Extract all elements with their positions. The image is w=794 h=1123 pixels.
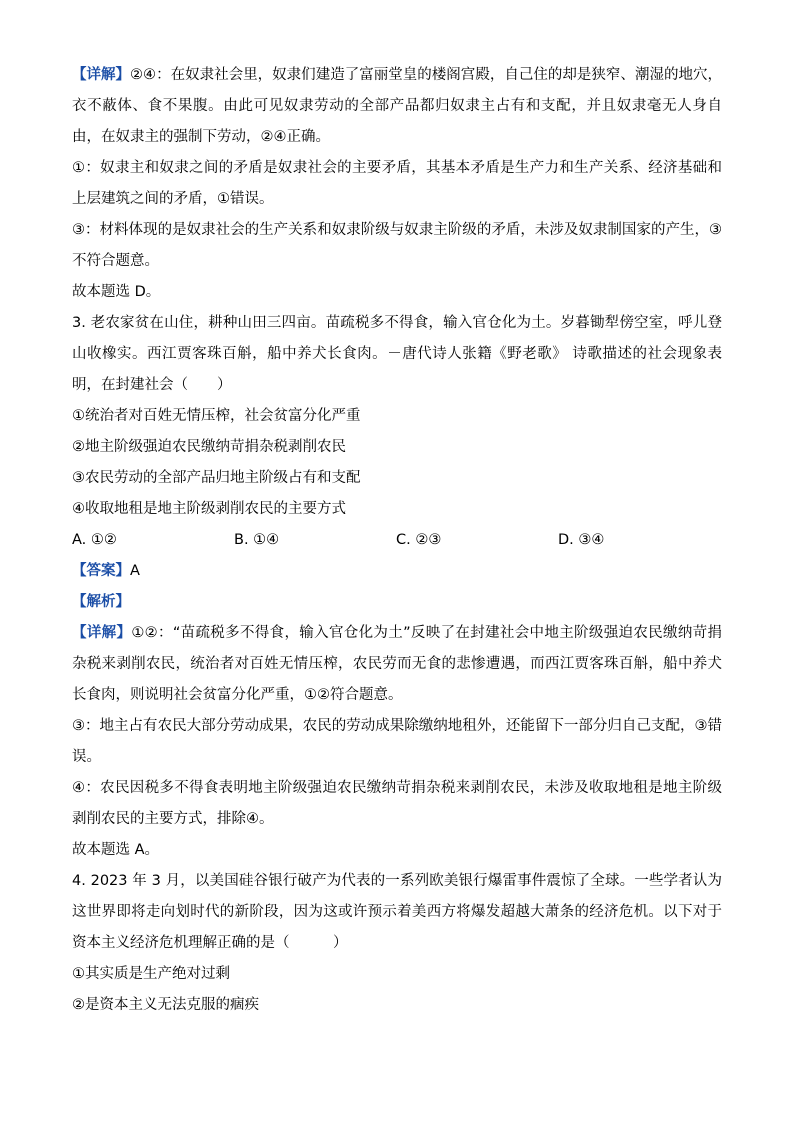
- q4-stem: 4. 2023 年 3 月，以美国硅谷银行破产为代表的一系列欧美银行爆雷事件震惊了全球。一些学者认为这世界即将走向划时代的新阶段，因为这或许预示着美西方将爆发超越大萧条的经济危机。以下对于资本主义经济危机理解正确的是（ ）: [72, 873, 722, 951]
- q3-conclusion: 故本题选 A。: [72, 842, 160, 858]
- q3-option-1: ①统治者对百姓无情压榨，社会贫富分化严重: [72, 408, 361, 424]
- q2-conclusion: 故本题选 D。: [72, 284, 161, 300]
- q3-answer: [72, 556, 722, 587]
- q3-option-3: ③农民劳动的全部产品归地主阶级占有和支配: [72, 470, 361, 486]
- answer-tag: 【答案】: [72, 563, 130, 579]
- q3-choices: [72, 525, 722, 556]
- q3-stem: 3. 老农家贫在山住，耕种山田三四亩。苗疏税多不得食，输入官仓化为土。岁暮锄犁傍空室，呼儿登山收橡实。西江贾客珠百斛，船中养犬长食肉。－唐代诗人张籍《野老歌》 诗歌描述的社会现象表明，在封建社会（ ）: [72, 315, 722, 393]
- detail-tag: 【详解】: [72, 67, 131, 83]
- q3-point-4: ④：农民因税多不得食表明地主阶级强迫农民缴纳苛捐杂税来剥削农民，未涉及收取地租是地主阶级剥削农民的主要方式，排除④。: [72, 780, 722, 827]
- q3-option-2: ②地主阶级强迫农民缴纳苛捐杂税剥削农民: [72, 439, 346, 455]
- q2-point-1: ①：奴隶主和奴隶之间的矛盾是奴隶社会的主要矛盾，其基本矛盾是生产力和生产关系、经济基础和上层建筑之间的矛盾，①错误。: [72, 160, 722, 207]
- choice-d: D. ③④: [558, 532, 605, 548]
- q4-option-1: ①其实质是生产绝对过剩: [72, 966, 230, 982]
- q2-detail: [72, 60, 722, 153]
- choice-a: A. ①②: [72, 532, 117, 548]
- q4-option-2: ②是资本主义无法克服的痼疾: [72, 997, 259, 1013]
- choice-b: B. ①④: [234, 532, 280, 548]
- q3-detail-text: ①②：“苗疏税多不得食，输入官仓化为土”反映了在封建社会中地主阶级强迫农民缴纳苛捐杂税来剥削农民，统治者对百姓无情压榨，农民劳而无食的悲惨遭遇，而西江贾客珠百斛，船中养犬长食肉，则说明社会贫富分化严重，①②符合题意。: [72, 625, 723, 703]
- q3-option-4: ④收取地租是地主阶级剥削农民的主要方式: [72, 501, 346, 517]
- q2-point-3: ③：材料体现的是奴隶社会的生产关系和奴隶阶级与奴隶主阶级的矛盾，未涉及奴隶制国家的产生，③不符合题意。: [72, 222, 722, 269]
- choice-c: C. ②③: [396, 532, 442, 548]
- q3-analysis-heading: [72, 587, 722, 618]
- q3-answer-value: A: [130, 563, 140, 579]
- detail-tag: 【详解】: [72, 625, 132, 641]
- q3-detail: [72, 618, 722, 711]
- q3-point-3: ③：地主占有农民大部分劳动成果，农民的劳动成果除缴纳地租外，还能留下一部分归自己支配，③错误。: [72, 718, 722, 765]
- analysis-tag: 【解析】: [72, 594, 130, 610]
- q2-detail-text: ②④：在奴隶社会里，奴隶们建造了富丽堂皇的楼阁宫殿，自己住的却是狭窄、潮湿的地穴，衣不蔽体、食不果腹。由此可见奴隶劳动的全部产品都归奴隶主占有和支配，并且奴隶毫无人身自由，在奴隶主的强制下劳动，②④正确。: [72, 67, 722, 145]
